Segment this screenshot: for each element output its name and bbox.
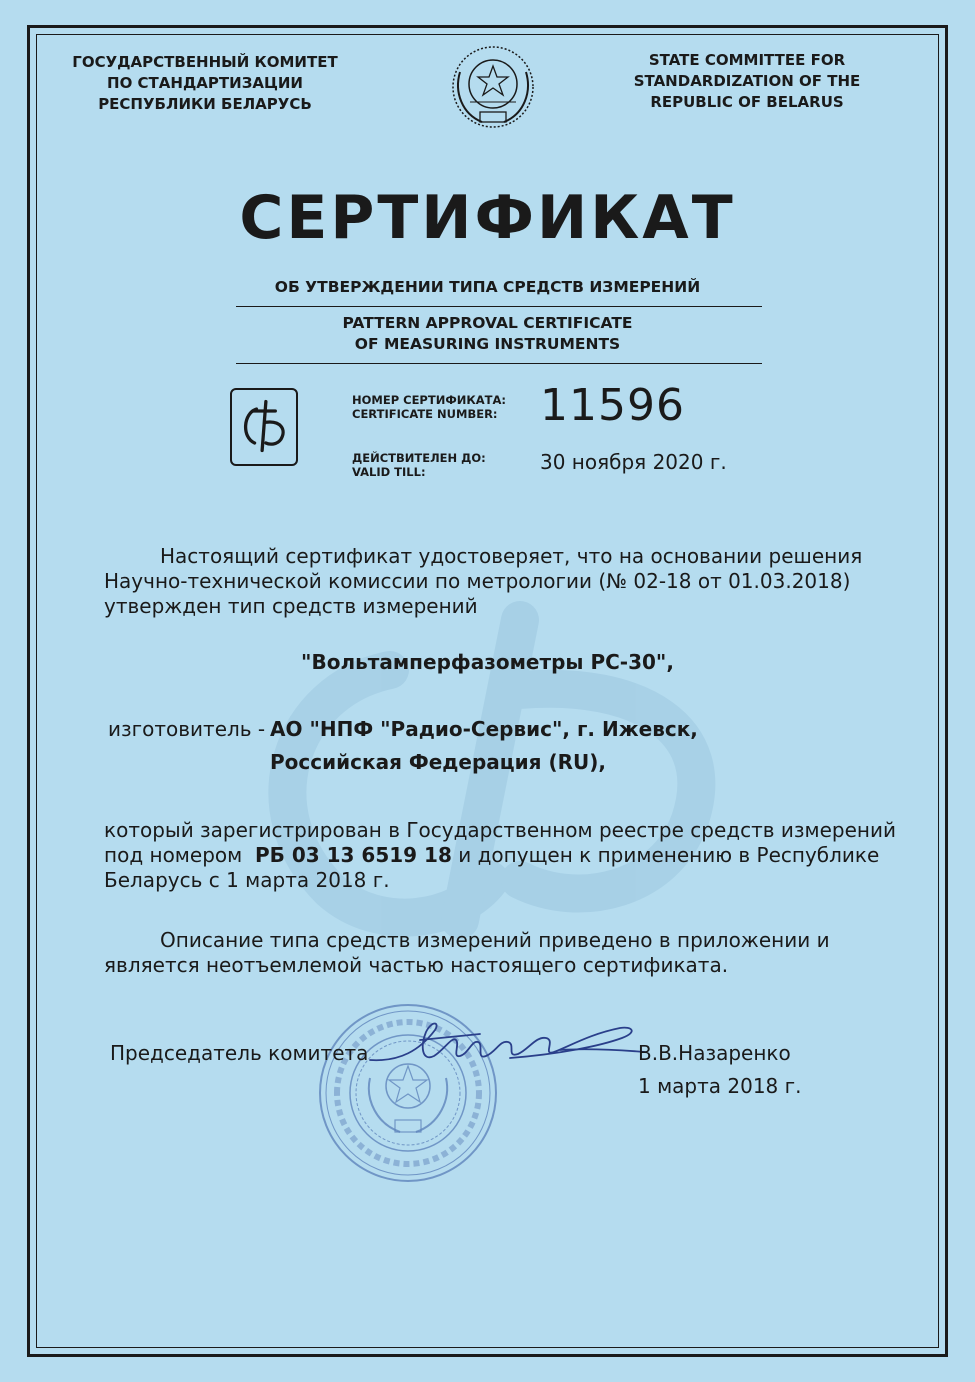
paragraph-registry [104,818,904,893]
valid-till-label [352,451,486,479]
certificate-number: 11596 [540,380,685,431]
paragraph-decision [104,544,864,619]
subtitle-en-line: PATTERN APPROVAL CERTIFICATE [342,314,633,332]
belarus-emblem-icon [448,42,538,132]
paragraph-line: Научно-технической комиссии по метрологии (№ 02-18 от 01.03.2018) [104,569,851,593]
divider [236,363,762,364]
paragraph-line: Беларусь с 1 марта 2018 г. [104,868,390,892]
paragraph-line [104,843,904,868]
paragraph-line: утвержден тип средств измерений [104,594,478,618]
document-title: СЕРТИФИКАТ [239,183,736,253]
handwritten-signature [360,1010,650,1080]
label-line: НОМЕР СЕРТИФИКАТА: [352,393,506,407]
label-line: CERTIFICATE NUMBER: [352,407,498,421]
manufacturer-name: АО "НПФ "Радио-Сервис", г. Ижевск, [270,717,698,741]
header-line: ГОСУДАРСТВЕННЫЙ КОМИТЕТ [72,53,338,71]
paragraph-line: Настоящий сертификат удостоверяет, что на основании решения [160,544,863,568]
manufacturer-country: Российская Федерация (RU), [270,750,606,774]
paragraph-line: Описание типа средств измерений приведено в приложении и [160,928,830,952]
header-committee-ru [60,52,350,115]
gosstandart-logo-icon [230,388,298,466]
certificate-number-label [352,393,506,421]
label-line: ДЕЙСТВИТЕЛЕН ДО: [352,451,486,465]
paragraph-line: который зарегистрирован в Государственном реестре средств измерений [104,818,896,842]
subtitle-en-line: OF MEASURING INSTRUMENTS [354,335,621,353]
product-name: "Вольтамперфазометры РС-30", [301,650,674,674]
header-line: REPUBLIC OF BELARUS [650,93,844,111]
paragraph-description [104,928,904,978]
header-line: STANDARDIZATION OF THE [633,72,861,90]
registry-suffix: и допущен к применению в Республике [458,843,880,867]
signature-date: 1 марта 2018 г. [638,1074,802,1098]
header-line: STATE COMMITTEE FOR [648,51,846,69]
subtitle-ru: ОБ УТВЕРЖДЕНИИ ТИПА СРЕДСТВ ИЗМЕРЕНИЙ [274,278,701,296]
subtitle-en [0,313,975,355]
header-committee-en [602,50,892,113]
manufacturer-label: изготовитель - [108,717,266,741]
registry-number: РБ 03 13 6519 18 [254,843,452,867]
valid-till-date: 30 ноября 2020 г. [540,450,727,474]
signatory-title: Председатель комитета [110,1041,369,1065]
signatory-name: В.В.Назаренко [638,1041,791,1065]
divider [236,306,762,307]
header-line: РЕСПУБЛИКИ БЕЛАРУСЬ [98,95,312,113]
paragraph-line: является неотъемлемой частью настоящего сертификата. [104,953,729,977]
label-line: VALID TILL: [352,465,426,479]
header-line: ПО СТАНДАРТИЗАЦИИ [107,74,303,92]
registry-prefix: под номером [104,843,243,867]
